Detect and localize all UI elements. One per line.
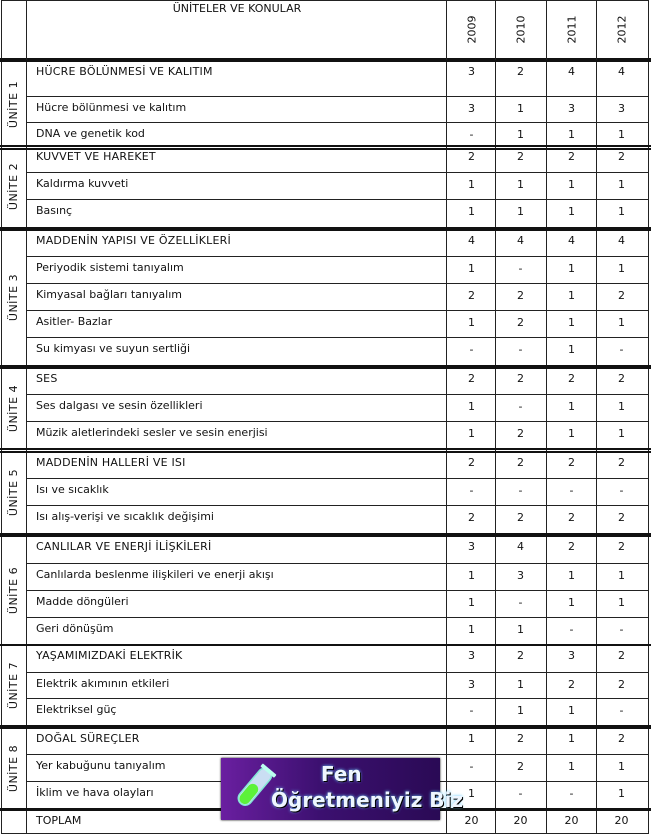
table-row (0, 256, 651, 283)
unit-heading: KUVVET VE HAREKET (36, 150, 156, 163)
question-count-2011: 3 (568, 102, 575, 115)
table-row (0, 283, 651, 310)
question-count-2011: 3 (568, 649, 575, 662)
question-count-2012: 1 (618, 569, 625, 582)
topic-name: Canlılarda beslenme ilişkileri ve enerji akışı (36, 568, 274, 581)
table-row (0, 421, 651, 448)
topic-name: Basınç (36, 204, 73, 217)
year-header-2011 (547, 0, 596, 58)
table-row (0, 672, 651, 698)
question-count-2011: 1 (568, 262, 575, 275)
question-count-2010: 4 (517, 234, 524, 247)
question-count-2012: 2 (618, 732, 625, 745)
question-count-2010: 2 (517, 65, 524, 78)
unit-label (2, 645, 26, 725)
question-count-2011: - (569, 623, 574, 636)
year-label: 2012 (615, 15, 628, 43)
unit-label (2, 536, 26, 644)
unit-label (2, 61, 26, 148)
question-count-2010: 1 (517, 704, 524, 717)
question-count-2009: 1 (468, 400, 475, 413)
question-count-2009: 1 (468, 427, 475, 440)
question-count-2012: 1 (618, 178, 625, 191)
question-count-2009: 1 (468, 732, 475, 745)
topic-name: Hücre bölünmesi ve kalıtım (36, 101, 187, 114)
question-count-2012: 2 (618, 649, 625, 662)
table-row (0, 478, 651, 505)
question-count-2011: 1 (568, 205, 575, 218)
unit-heading: YAŞAMIMIZDAKİ ELEKTRİK (36, 649, 183, 662)
question-count-2012: - (619, 704, 624, 717)
question-count-2009: 1 (468, 596, 475, 609)
question-count-2009: 3 (468, 65, 475, 78)
question-count-2010: 1 (517, 205, 524, 218)
logo-line-1: Fen (321, 762, 362, 786)
question-count-2012: 1 (618, 400, 625, 413)
question-count-2010: 1 (517, 178, 524, 191)
question-count-2011: 1 (568, 289, 575, 302)
question-count-2009: 3 (468, 102, 475, 115)
unit-label-text: ÜNİTE 3 (7, 273, 21, 322)
table-title: ÜNİTELER VE KONULAR (172, 2, 302, 15)
question-count-2012: - (619, 623, 624, 636)
table-row (0, 728, 651, 754)
unit-heading: HÜCRE BÖLÜNMESİ VE KALITIM (36, 65, 213, 78)
unit-bottom-line (0, 448, 651, 450)
question-count-2010: 1 (517, 623, 524, 636)
unit-heading: DOĞAL SÜREÇLER (36, 732, 140, 745)
total-2009: 20 (464, 814, 479, 827)
question-count-2012: 1 (618, 760, 625, 773)
unit-label-text: ÜNİTE 2 (7, 162, 21, 211)
question-count-2012: 1 (618, 128, 625, 141)
question-count-2012: 1 (618, 205, 625, 218)
question-count-2010: 2 (517, 511, 524, 524)
question-count-2009: 1 (468, 569, 475, 582)
topic-name: Isı alış-verişi ve sıcaklık değişimi (36, 510, 214, 523)
question-count-2009: - (469, 343, 474, 356)
unit-label-text: ÜNİTE 7 (7, 661, 21, 709)
table-row (0, 310, 651, 337)
question-count-2012: 1 (618, 262, 625, 275)
question-count-2011: 1 (568, 704, 575, 717)
table-row (0, 394, 651, 421)
question-count-2012: 4 (618, 234, 625, 247)
question-count-2010: - (518, 400, 523, 413)
question-count-2011: 1 (568, 596, 575, 609)
unit-label (2, 230, 26, 365)
topic-name: Elektriksel güç (36, 703, 117, 716)
question-count-2010: 2 (517, 372, 524, 385)
topic-name: Asitler- Bazlar (36, 315, 113, 328)
question-count-2011: 2 (568, 511, 575, 524)
question-count-2010: - (518, 787, 523, 800)
unit-label-text: ÜNİTE 4 (7, 384, 21, 432)
question-count-2012: 2 (618, 456, 625, 469)
unit-heading: CANLILAR VE ENERJİ İLİŞKİLERİ (36, 540, 212, 553)
unit-heading: MADDENİN YAPISI VE ÖZELLİKLERİ (36, 234, 231, 247)
site-logo (221, 758, 464, 820)
unit-label-text: ÜNİTE 1 (7, 80, 21, 129)
unit-label (2, 452, 26, 533)
question-count-2012: 2 (618, 540, 625, 553)
question-count-2009: 3 (468, 540, 475, 553)
question-count-2011: 4 (568, 234, 575, 247)
topic-name: DNA ve genetik kod (36, 127, 145, 140)
question-count-2010: - (518, 343, 523, 356)
year-label: 2009 (465, 15, 478, 43)
question-count-2011: 1 (568, 128, 575, 141)
question-count-2009: 1 (468, 262, 475, 275)
question-count-2009: 1 (468, 787, 475, 800)
logo-line-2: Öğretmeniyiz Biz (271, 788, 464, 812)
question-count-2011: 1 (568, 178, 575, 191)
question-count-2011: - (569, 787, 574, 800)
question-count-2009: - (469, 128, 474, 141)
year-header-2010 (496, 0, 545, 58)
question-count-2011: 1 (568, 400, 575, 413)
table-row (0, 199, 651, 227)
question-count-2011: 1 (568, 343, 575, 356)
question-count-2010: 2 (517, 456, 524, 469)
topic-name: Kimyasal bağları tanıyalım (36, 288, 182, 301)
table-row (0, 617, 651, 644)
question-count-2011: 2 (568, 456, 575, 469)
topic-name: Müzik aletlerindeki sesler ve sesin enerjisi (36, 426, 268, 439)
topic-name: Su kimyası ve suyun sertliği (36, 342, 191, 355)
question-count-2010: 2 (517, 150, 524, 163)
question-count-2011: 1 (568, 427, 575, 440)
question-count-2009: 1 (468, 178, 475, 191)
year-header-2009 (447, 0, 496, 58)
question-count-2012: 3 (618, 102, 625, 115)
question-count-2010: 3 (517, 569, 524, 582)
question-count-2011: 2 (568, 540, 575, 553)
unit-label-text: ÜNİTE 8 (7, 744, 21, 792)
total-label: TOPLAM (36, 814, 82, 827)
table-row (0, 645, 651, 672)
total-2011: 20 (564, 814, 579, 827)
table-row (0, 337, 651, 365)
question-count-2009: 4 (468, 234, 475, 247)
topic-name: Isı ve sıcaklık (36, 483, 109, 496)
question-count-2011: 1 (568, 316, 575, 329)
question-count-2009: 3 (468, 649, 475, 662)
table-row (0, 590, 651, 617)
question-count-2010: 1 (517, 678, 524, 691)
unit-label (2, 368, 26, 448)
table-row (0, 563, 651, 590)
table-row (0, 536, 651, 563)
question-count-2010: 1 (517, 102, 524, 115)
year-label: 2011 (565, 15, 578, 43)
question-count-2012: 2 (618, 511, 625, 524)
table-row (0, 505, 651, 533)
question-count-2012: 2 (618, 678, 625, 691)
question-count-2009: 3 (468, 678, 475, 691)
table-row (0, 61, 651, 96)
question-count-2010: 2 (517, 760, 524, 773)
question-count-2010: - (518, 262, 523, 275)
question-count-2009: 2 (468, 372, 475, 385)
topic-name: Ses dalgası ve sesin özellikleri (36, 399, 203, 412)
question-count-2010: 4 (517, 540, 524, 553)
table-row (0, 368, 651, 394)
year-label: 2010 (514, 15, 527, 43)
question-count-2012: 4 (618, 65, 625, 78)
question-count-2010: 1 (517, 128, 524, 141)
question-count-2009: 1 (468, 205, 475, 218)
question-count-2009: - (469, 484, 474, 497)
topic-name: Madde döngüleri (36, 595, 129, 608)
question-count-2012: 1 (618, 316, 625, 329)
question-count-2012: - (619, 484, 624, 497)
question-count-2009: - (469, 704, 474, 717)
unit-label (2, 146, 26, 227)
question-count-2011: - (569, 484, 574, 497)
question-count-2010: 2 (517, 427, 524, 440)
topic-name: Kaldırma kuvveti (36, 177, 129, 190)
unit-heading: MADDENİN HALLERİ VE ISI (36, 456, 186, 469)
table-row (0, 146, 651, 172)
table-row (0, 96, 651, 122)
question-count-2011: 1 (568, 569, 575, 582)
topic-name: Periyodik sistemi tanıyalım (36, 261, 184, 274)
question-count-2011: 4 (568, 65, 575, 78)
unit-label-text: ÜNİTE 5 (7, 468, 21, 517)
question-count-2012: 1 (618, 787, 625, 800)
topic-name: Elektrik akımının etkileri (36, 677, 170, 690)
question-count-2009: 2 (468, 511, 475, 524)
question-count-2010: 2 (517, 289, 524, 302)
unit-heading: SES (36, 372, 58, 385)
year-header-2012 (597, 0, 646, 58)
unit-label-text: ÜNİTE 6 (7, 566, 21, 614)
table-row (0, 172, 651, 199)
question-count-2012: 2 (618, 289, 625, 302)
question-count-2011: 1 (568, 760, 575, 773)
question-count-2010: - (518, 484, 523, 497)
question-count-2010: 2 (517, 316, 524, 329)
table-row (0, 452, 651, 478)
question-count-2011: 1 (568, 732, 575, 745)
question-count-2011: 2 (568, 150, 575, 163)
total-2010: 20 (513, 814, 528, 827)
question-count-2012: - (619, 343, 624, 356)
table-row (0, 230, 651, 256)
topic-name: Yer kabuğunu tanıyalım (36, 759, 166, 772)
question-count-2010: 2 (517, 732, 524, 745)
question-count-2009: 1 (468, 316, 475, 329)
question-count-2010: - (518, 596, 523, 609)
question-count-2009: 1 (468, 623, 475, 636)
question-count-2011: 2 (568, 678, 575, 691)
question-count-2009: 2 (468, 456, 475, 469)
question-count-2012: 2 (618, 372, 625, 385)
topic-name: İklim ve hava olayları (36, 786, 154, 799)
question-count-2009: 2 (468, 150, 475, 163)
table-row (0, 698, 651, 725)
question-count-2012: 2 (618, 150, 625, 163)
question-count-2009: - (469, 760, 474, 773)
question-count-2011: 2 (568, 372, 575, 385)
topic-name: Geri dönüşüm (36, 622, 114, 635)
question-count-2010: 2 (517, 649, 524, 662)
total-2012: 20 (614, 814, 629, 827)
question-count-2012: 1 (618, 427, 625, 440)
question-count-2012: 1 (618, 596, 625, 609)
unit-label (2, 728, 26, 808)
question-count-2009: 2 (468, 289, 475, 302)
